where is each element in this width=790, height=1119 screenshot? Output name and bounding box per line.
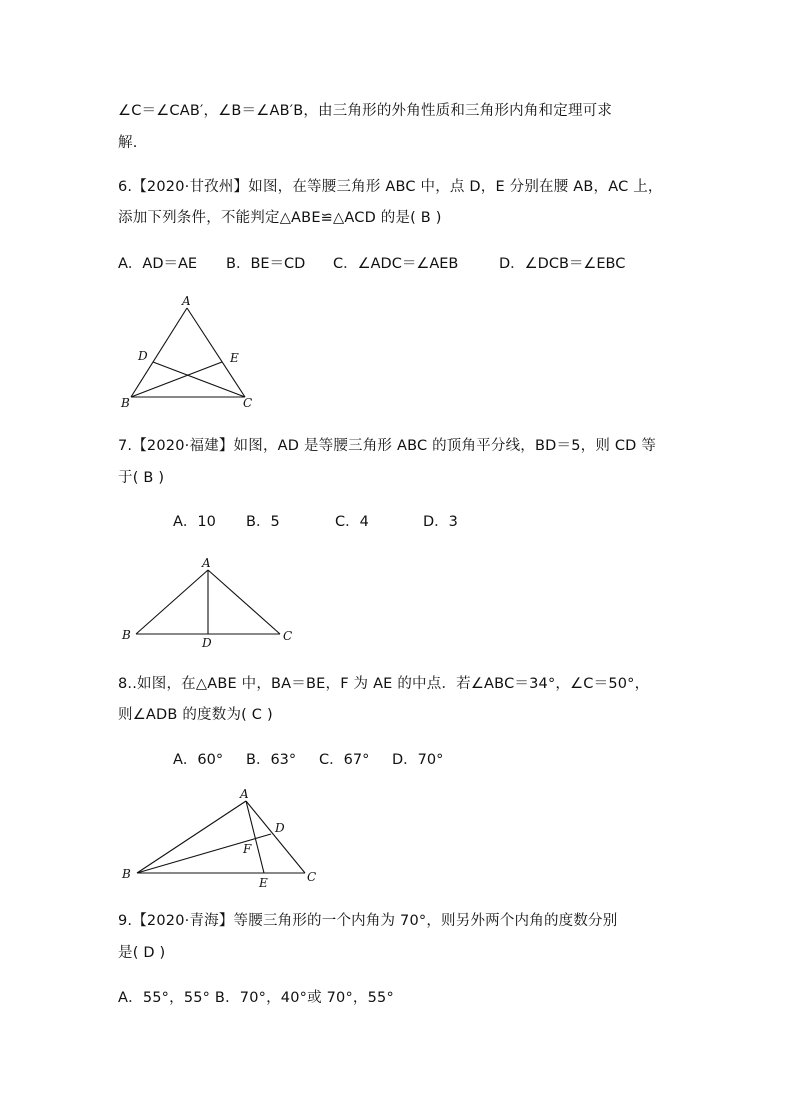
q9-stem-line-1: 9.【2020·青海】等腰三角形的一个内角为 70°，则另外两个内角的度数分别 xyxy=(118,913,618,929)
q6-label-b: B xyxy=(121,396,130,410)
q6-label-d: D xyxy=(138,349,148,363)
q8-label-f: F xyxy=(243,842,252,856)
q8-label-d: D xyxy=(275,821,285,835)
q8-stem-line-1: 8..如图，在△ABE 中，BA＝BE，F 为 AE 的中点．若∠ABC＝34°，∠C＝50°， xyxy=(118,676,650,692)
q6-option-c: C．∠ADC＝∠AEB xyxy=(333,256,459,272)
q6-option-d: D．∠DCB＝∠EBC xyxy=(499,256,626,272)
q7-label-a: A xyxy=(202,556,211,570)
q6-stem-line-2: 添加下列条件，不能判定△ABE≌△ACD 的是( B ) xyxy=(118,210,442,226)
q7-option-c: C．4 xyxy=(335,514,369,530)
q6-option-a: A．AD＝AE xyxy=(118,256,198,272)
q9-stem-line-2: 是( D ) xyxy=(118,945,166,961)
q7-option-d: D．3 xyxy=(423,514,458,530)
q8-option-c: C．67° xyxy=(319,752,370,768)
q6-option-b: B．BE＝CD xyxy=(226,256,306,272)
q6-label-a: A xyxy=(182,294,191,308)
q6-stem-line-1: 6.【2020·甘孜州】如图，在等腰三角形 ABC 中，点 D，E 分别在腰 AB，AC 上， xyxy=(118,179,663,195)
intro-line-2: 解. xyxy=(118,135,138,151)
q7-stem-line-2: 于( B ) xyxy=(118,470,165,486)
q9-options: A．55°，55° B．70°，40°或 70°，55° xyxy=(118,990,394,1006)
q8-label-c: C xyxy=(307,870,317,884)
q8-option-a: A．60° xyxy=(173,752,224,768)
q8-option-d: D．70° xyxy=(392,752,444,768)
q7-label-d: D xyxy=(202,636,212,650)
q8-label-b: B xyxy=(122,867,131,881)
q7-label-b: B xyxy=(122,628,131,642)
q7-option-b: B．5 xyxy=(246,514,280,530)
q6-label-c: C xyxy=(243,396,253,410)
q7-stem-line-1: 7.【2020·福建】如图，AD 是等腰三角形 ABC 的顶角平分线，BD＝5，则 CD 等 xyxy=(118,438,657,454)
q8-label-e: E xyxy=(259,876,268,890)
q8-label-a: A xyxy=(240,787,249,801)
q8-option-b: B．63° xyxy=(246,752,297,768)
q7-label-c: C xyxy=(283,629,293,643)
q6-label-e: E xyxy=(230,351,239,365)
intro-line-1: ∠C＝∠CAB′，∠B＝∠AB′B，由三角形的外角性质和三角形内角和定理可求 xyxy=(118,103,613,119)
q8-stem-line-2: 则∠ADB 的度数为( C ) xyxy=(118,707,273,723)
q7-option-a: A．10 xyxy=(173,514,216,530)
q8-side-ab xyxy=(137,801,246,873)
